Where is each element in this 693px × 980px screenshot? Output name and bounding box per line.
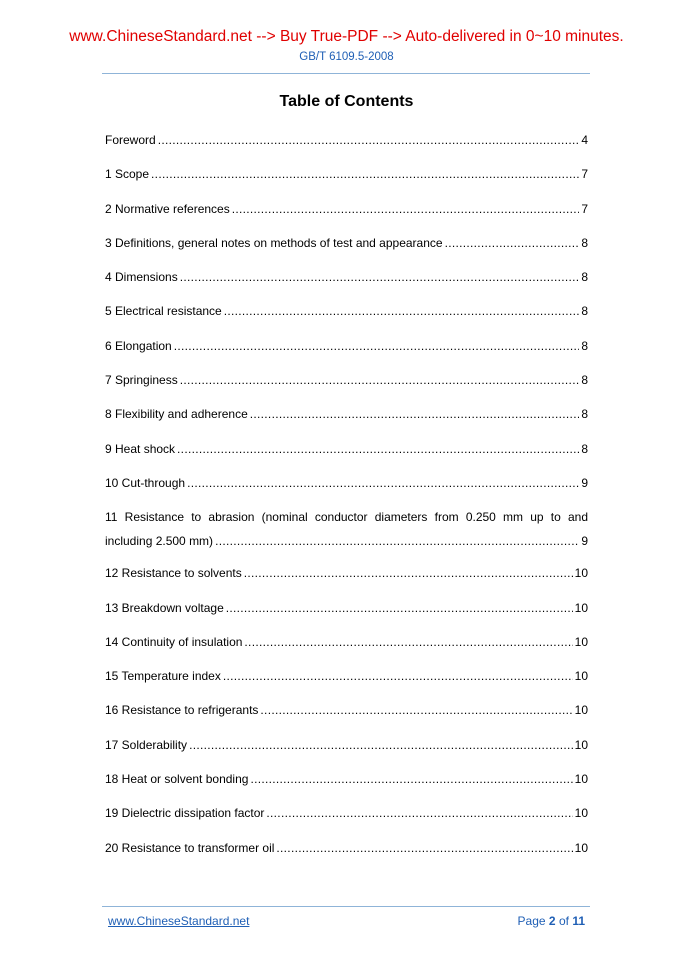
dot-leader [445,233,580,253]
toc-label: 4 Dimensions [105,270,178,285]
toc-page-number: 8 [581,338,588,353]
toc-label: 7 Springiness [105,373,178,388]
toc-page-number: 10 [574,669,588,684]
toc-entry-cut-through[interactable] [105,473,588,507]
toc-entry-elongation[interactable] [105,336,588,370]
toc-label: 10 Cut-through [105,475,186,490]
toc-entry-foreword[interactable] [105,130,588,164]
footer-divider [102,906,590,907]
toc-label: 20 Resistance to transformer oil [105,840,275,855]
table-of-contents [105,130,588,872]
toc-label: 11 Resistance to abrasion (nominal conductor diameters from 0.250 mm up to and [105,510,588,525]
toc-page-number: 10 [574,600,588,615]
toc-label: 9 Heat shock [105,441,176,456]
toc-entry-temperature-index[interactable] [105,666,588,700]
page-total: 11 [572,914,585,928]
toc-page-number: 10 [574,806,588,821]
dot-leader [244,632,572,652]
toc-label: 2 Normative references [105,201,230,216]
page-indicator [518,914,585,928]
page-prefix: Page [517,914,546,928]
toc-label: 16 Resistance to refrigerants [105,703,259,718]
toc-label: 19 Dielectric dissipation factor [105,806,265,821]
dot-leader [180,370,580,390]
toc-entry-flexibility[interactable] [105,404,588,438]
purchase-banner[interactable]: www.ChineseStandard.net --> Buy True-PDF --> Auto-delivered in 0~10 minutes. [69,28,624,45]
dot-leader [276,838,572,858]
dot-leader [177,439,579,459]
toc-page-number: 10 [574,634,588,649]
toc-entry-heat-shock[interactable] [105,439,588,473]
toc-entry-heat-bonding[interactable] [105,769,588,803]
dot-leader [266,803,572,823]
toc-entry-breakdown-voltage[interactable] [105,598,588,632]
dot-leader [174,336,580,356]
header-divider [102,73,590,74]
dot-leader [244,563,573,583]
toc-page-number: 8 [581,441,588,456]
page-current: 2 [548,914,556,928]
toc-label: 6 Elongation [105,338,172,353]
dot-leader [224,301,580,321]
toc-label: 3 Definitions, general notes on methods of test and appearance [105,235,443,250]
toc-entry-normative-references[interactable] [105,199,588,233]
toc-page-number: 10 [574,737,588,752]
toc-label: 12 Resistance to solvents [105,566,242,581]
toc-page-number: 8 [581,270,588,285]
toc-entry-solderability[interactable] [105,735,588,769]
toc-entry-dissipation-factor[interactable] [105,803,588,837]
toc-entry-electrical-resistance[interactable] [105,301,588,335]
dot-leader [232,199,580,219]
toc-label: 5 Electrical resistance [105,304,222,319]
toc-entry-abrasion[interactable] [105,507,588,563]
standard-number: GB/T 6109.5-2008 [299,51,394,63]
toc-page-number: 8 [581,407,588,422]
dot-leader [250,769,572,789]
page-title: Table of Contents [279,93,414,110]
toc-label: Foreword [105,133,156,147]
toc-page-number: 4 [581,133,588,147]
toc-label: 1 Scope [105,167,150,182]
toc-page-number: 9 [581,534,588,549]
toc-page-number: 8 [581,304,588,319]
toc-entry-springiness[interactable] [105,370,588,404]
toc-label: 17 Solderability [105,737,188,752]
toc-page-number: 10 [574,566,588,581]
toc-page-number: 10 [574,840,588,855]
toc-entry-scope[interactable] [105,164,588,198]
toc-entry-solvents[interactable] [105,563,588,597]
dot-leader [189,735,573,755]
toc-label: 14 Continuity of insulation [105,634,243,649]
toc-entry-transformer-oil[interactable] [105,838,588,872]
dot-leader [187,473,579,493]
page-of: of [558,914,569,928]
dot-leader [223,666,573,686]
toc-label: 15 Temperature index [105,669,221,684]
dot-leader [180,267,580,287]
dot-leader [151,164,579,184]
toc-page-number: 9 [581,475,588,490]
toc-page-number: 8 [581,373,588,388]
dot-leader [158,130,580,150]
dot-leader [215,531,579,552]
footer-site-link[interactable]: www.ChineseStandard.net [108,914,250,928]
toc-page-number: 8 [581,235,588,250]
toc-page-number: 10 [574,772,588,787]
toc-label: 18 Heat or solvent bonding [105,772,249,787]
dot-leader [250,404,580,424]
dot-leader [260,700,572,720]
toc-entry-definitions[interactable] [105,233,588,267]
toc-entry-dimensions[interactable] [105,267,588,301]
toc-label: 13 Breakdown voltage [105,600,224,615]
dot-leader [226,598,573,618]
toc-page-number: 7 [581,201,588,216]
toc-page-number: 10 [574,703,588,718]
toc-entry-refrigerants[interactable] [105,700,588,734]
toc-label: 8 Flexibility and adherence [105,407,248,422]
toc-entry-continuity[interactable] [105,632,588,666]
toc-page-number: 7 [581,167,588,182]
toc-label-continued: including 2.500 mm) [105,534,214,549]
